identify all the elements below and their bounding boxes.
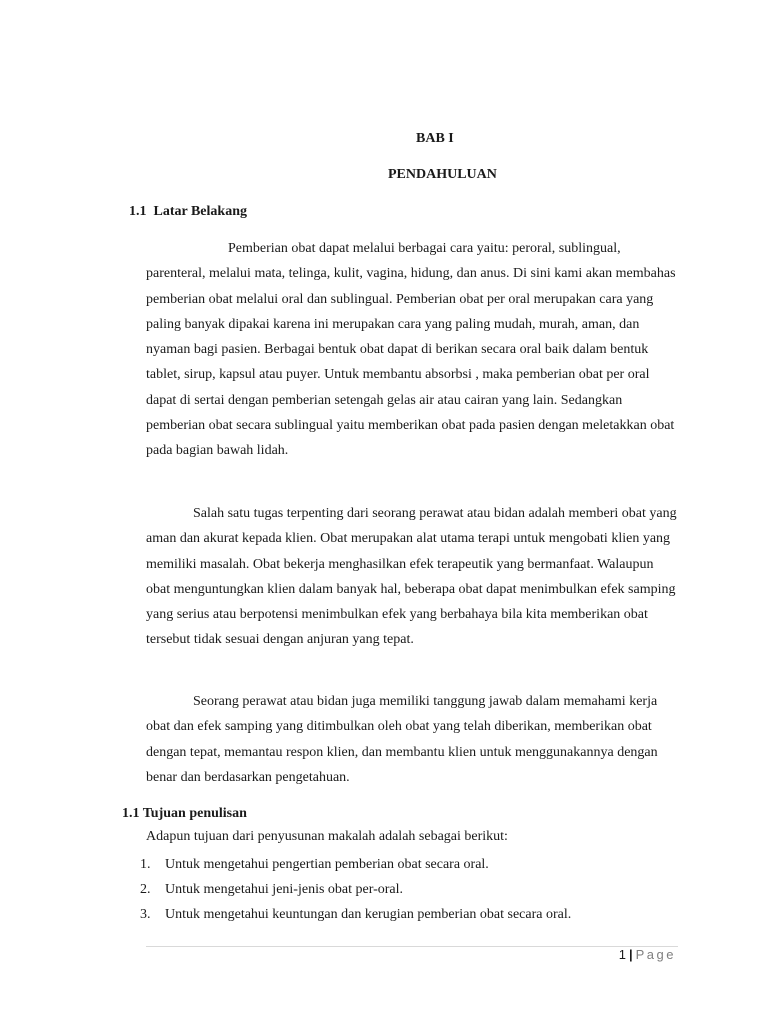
list-item-text: Untuk mengetahui keuntungan dan kerugian pemberian obat secara oral. — [165, 907, 572, 922]
chapter-title: PENDAHULUAN — [388, 167, 497, 182]
page-label: Page — [635, 947, 676, 962]
list-item — [140, 904, 571, 929]
page-number: 1 — [618, 947, 626, 962]
page-footer — [619, 947, 676, 962]
chapter-label: BAB I — [416, 131, 454, 146]
list-item-text: Untuk mengetahui jeni-jenis obat per-oral. — [165, 882, 404, 897]
page-separator: | — [628, 947, 633, 962]
list-item — [140, 879, 571, 904]
list-item-number: 2. — [140, 882, 151, 897]
objectives-intro: Adapun tujuan dari penyusunan makalah adalah sebagai berikut: — [146, 829, 508, 844]
section-heading-latar-belakang: 1.1 Latar Belakang — [129, 204, 247, 219]
list-item — [140, 854, 571, 879]
list-item-number: 3. — [140, 907, 151, 922]
paragraph-2: Salah satu tugas terpenting dari seorang perawat atau bidan adalah memberi obat yang aman dan akurat kepada klien. Obat merupakan alat utama terapi untuk mengobati klien yang memiliki masalah. Obat bekerja menghasilkan efek terapeutik yang bermanfaat. Walaupun obat menguntungkan klien dalam banyak hal, beberapa obat dapat menimbulkan efek samping yang serius atau berpotensi menimbulkan efek yang berbahaya bila kita memberikan obat tersebut tidak sesuai dengan anjuran yang tepat. — [146, 506, 677, 648]
section-heading-tujuan-penulisan: 1.1 Tujuan penulisan — [122, 806, 247, 821]
list-item-text: Untuk mengetahui pengertian pemberian obat secara oral. — [165, 857, 489, 872]
footer-divider — [146, 946, 678, 947]
paragraph-1: Pemberian obat dapat melalui berbagai cara yaitu: peroral, sublingual, parenteral, melalui mata, telinga, kulit, vagina, hidung, dan anus. Di sini kami akan membahas pemberian obat melalui oral dan sublingual. Pemberian obat per oral merupakan cara yang paling banyak dipakai karena ini merupakan cara yang paling mudah, murah, aman, dan nyaman bagi pasien. Berbagai bentuk obat dapat di berikan secara oral baik dalam bentuk tablet, sirup, kapsul atau puyer. Untuk membantu absorbsi , maka pemberian obat per oral dapat di sertai dengan pemberian setengah gelas air atau cairan yang lain. Sedangkan pemberian obat secara sublingual yaitu memberikan obat pada pasien dengan meletakkan obat pada bagian bawah lidah. — [146, 241, 676, 459]
objectives-list — [140, 854, 571, 929]
list-item-number: 1. — [140, 857, 151, 872]
paragraph-3: Seorang perawat atau bidan juga memiliki tanggung jawab dalam memahami kerja obat dan efek samping yang ditimbulkan oleh obat yang telah diberikan, memberikan obat dengan tepat, memantau respon klien, dan membantu klien untuk menggunakannya dengan benar dan berdasarkan pengetahuan. — [146, 694, 658, 785]
